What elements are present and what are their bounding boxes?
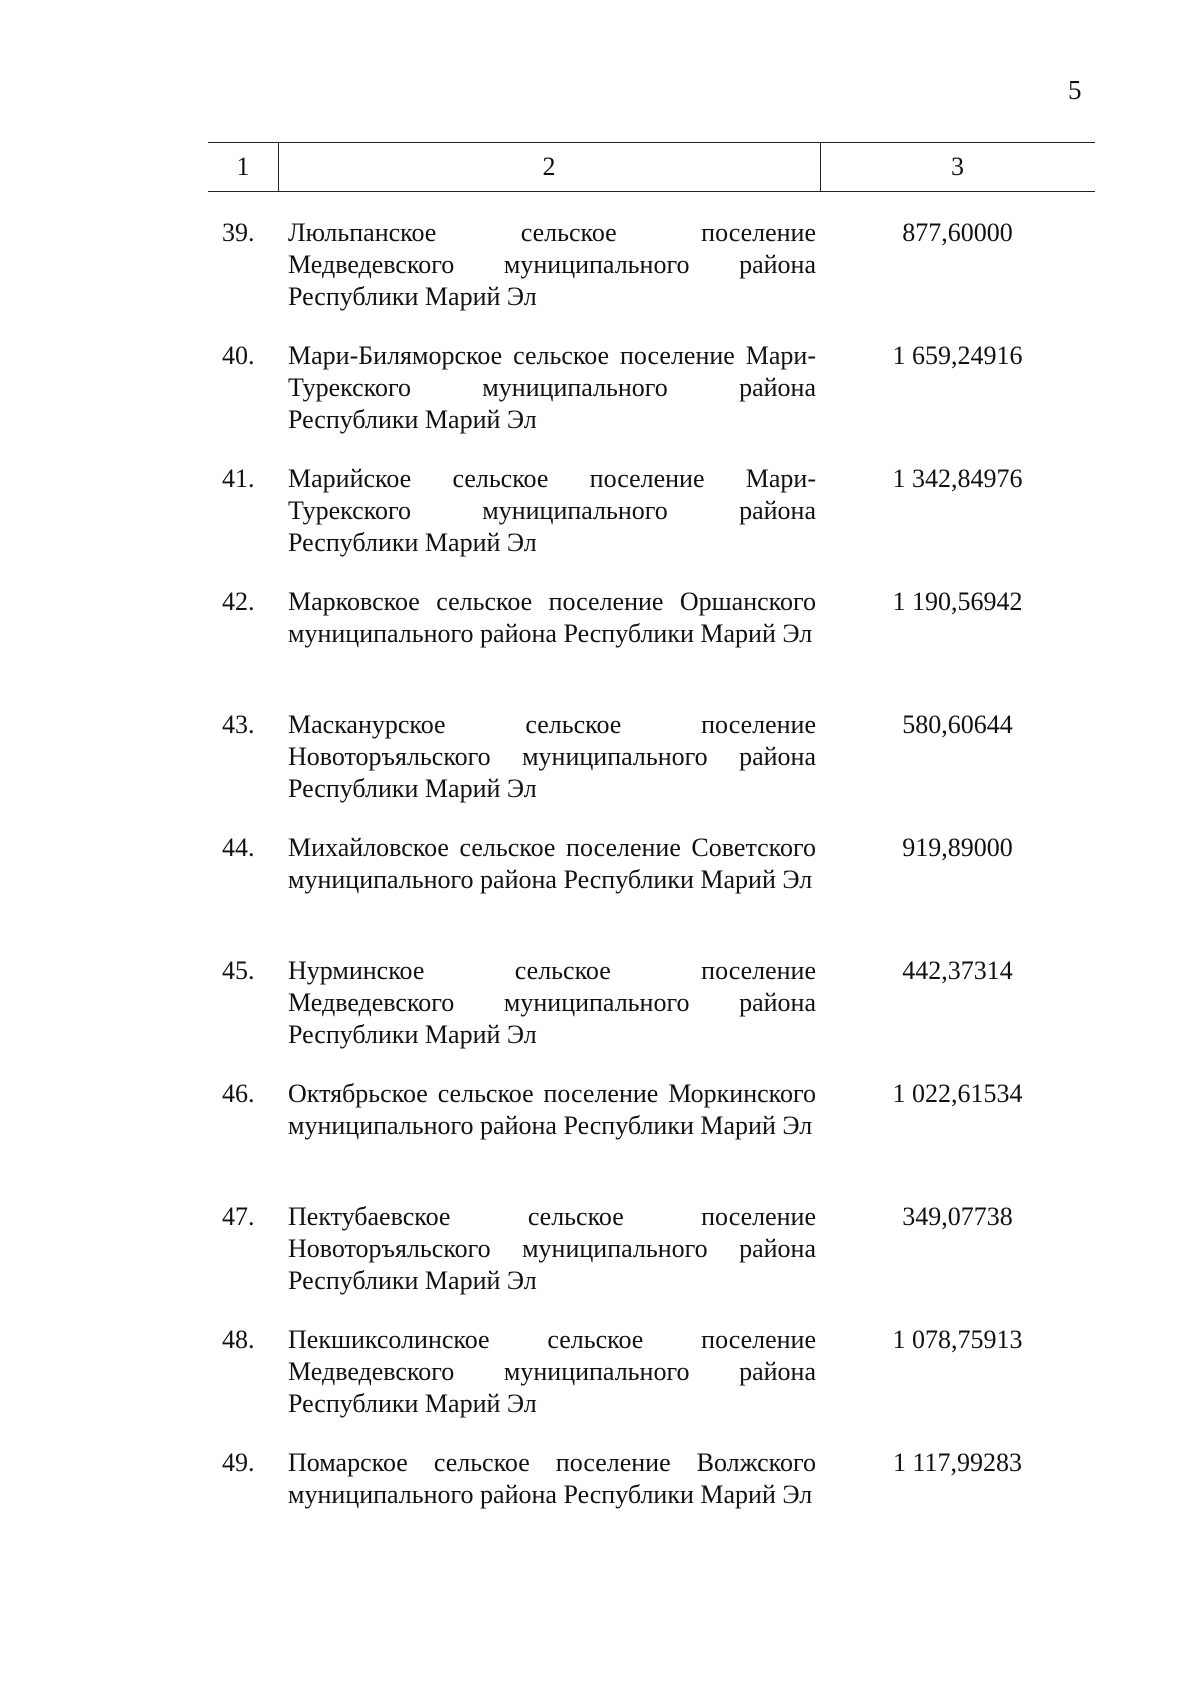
row-number: 48. <box>222 1325 255 1354</box>
amount-value: 919,89000 <box>902 833 1013 862</box>
table-row <box>208 709 1095 832</box>
table-header <box>208 142 1095 192</box>
row-number: 46. <box>222 1079 255 1108</box>
amount-value: 349,07738 <box>902 1202 1013 1231</box>
row-number: 44. <box>222 833 255 862</box>
table-body <box>208 217 1095 1570</box>
table-row <box>208 586 1095 709</box>
row-number: 43. <box>222 710 255 739</box>
row-number: 47. <box>222 1202 255 1231</box>
amount-value: 1 190,56942 <box>892 587 1023 616</box>
settlement-name: Марийское сельское поселение Мари-Турекского муниципального района Республики Марий Эл <box>288 464 816 557</box>
settlement-name: Михайловское сельское поселение Советского муниципального района Республики Марий Эл <box>288 833 816 894</box>
table-row <box>208 463 1095 586</box>
table-row <box>208 1201 1095 1324</box>
settlement-name: Пектубаевское сельское поселение Новоторъяльского муниципального района Республики Марий Эл <box>288 1202 816 1295</box>
table-row <box>208 340 1095 463</box>
amount-value: 1 117,99283 <box>892 1448 1023 1477</box>
row-number: 42. <box>222 587 255 616</box>
amount-value: 1 078,75913 <box>892 1325 1023 1354</box>
row-number: 45. <box>222 956 255 985</box>
table-row <box>208 1078 1095 1201</box>
amount-value: 1 659,24916 <box>892 341 1023 370</box>
amount-value: 877,60000 <box>902 218 1013 247</box>
settlement-name: Нурминское сельское поселение Медведевского муниципального района Республики Марий Эл <box>288 956 816 1049</box>
table-row <box>208 1447 1095 1570</box>
settlement-name: Люльпанское сельское поселение Медведевского муниципального района Республики Марий Эл <box>288 218 816 311</box>
row-number: 39. <box>222 218 255 247</box>
table-row <box>208 217 1095 340</box>
amount-value: 1 342,84976 <box>892 464 1023 493</box>
row-number: 40. <box>222 341 255 370</box>
page-number: 5 <box>1068 75 1082 105</box>
amount-value: 442,37314 <box>902 956 1013 985</box>
amount-value: 1 022,61534 <box>892 1079 1023 1108</box>
row-number: 49. <box>222 1448 255 1477</box>
table-row <box>208 955 1095 1078</box>
settlement-name: Мари-Биляморское сельское поселение Мари-Турекского муниципального района Республики Марий Эл <box>288 341 816 434</box>
settlement-name: Помарское сельское поселение Волжского муниципального района Республики Марий Эл <box>288 1448 816 1509</box>
settlement-name: Марковское сельское поселение Оршанского муниципального района Республики Марий Эл <box>288 587 816 648</box>
header-col-3: 3 <box>951 152 964 181</box>
table-row <box>208 1324 1095 1447</box>
amount-value: 580,60644 <box>902 710 1013 739</box>
settlement-name: Пекшиксолинское сельское поселение Медведевского муниципального района Республики Марий Эл <box>288 1325 816 1418</box>
header-col-2: 2 <box>542 152 556 181</box>
settlement-name: Октябрьское сельское поселение Моркинского муниципального района Республики Марий Эл <box>288 1079 816 1140</box>
row-number: 41. <box>222 464 255 493</box>
header-col-1: 1 <box>236 152 250 181</box>
table-row <box>208 832 1095 955</box>
settlement-name: Масканурское сельское поселение Новоторъяльского муниципального района Республики Марий Эл <box>288 710 816 803</box>
